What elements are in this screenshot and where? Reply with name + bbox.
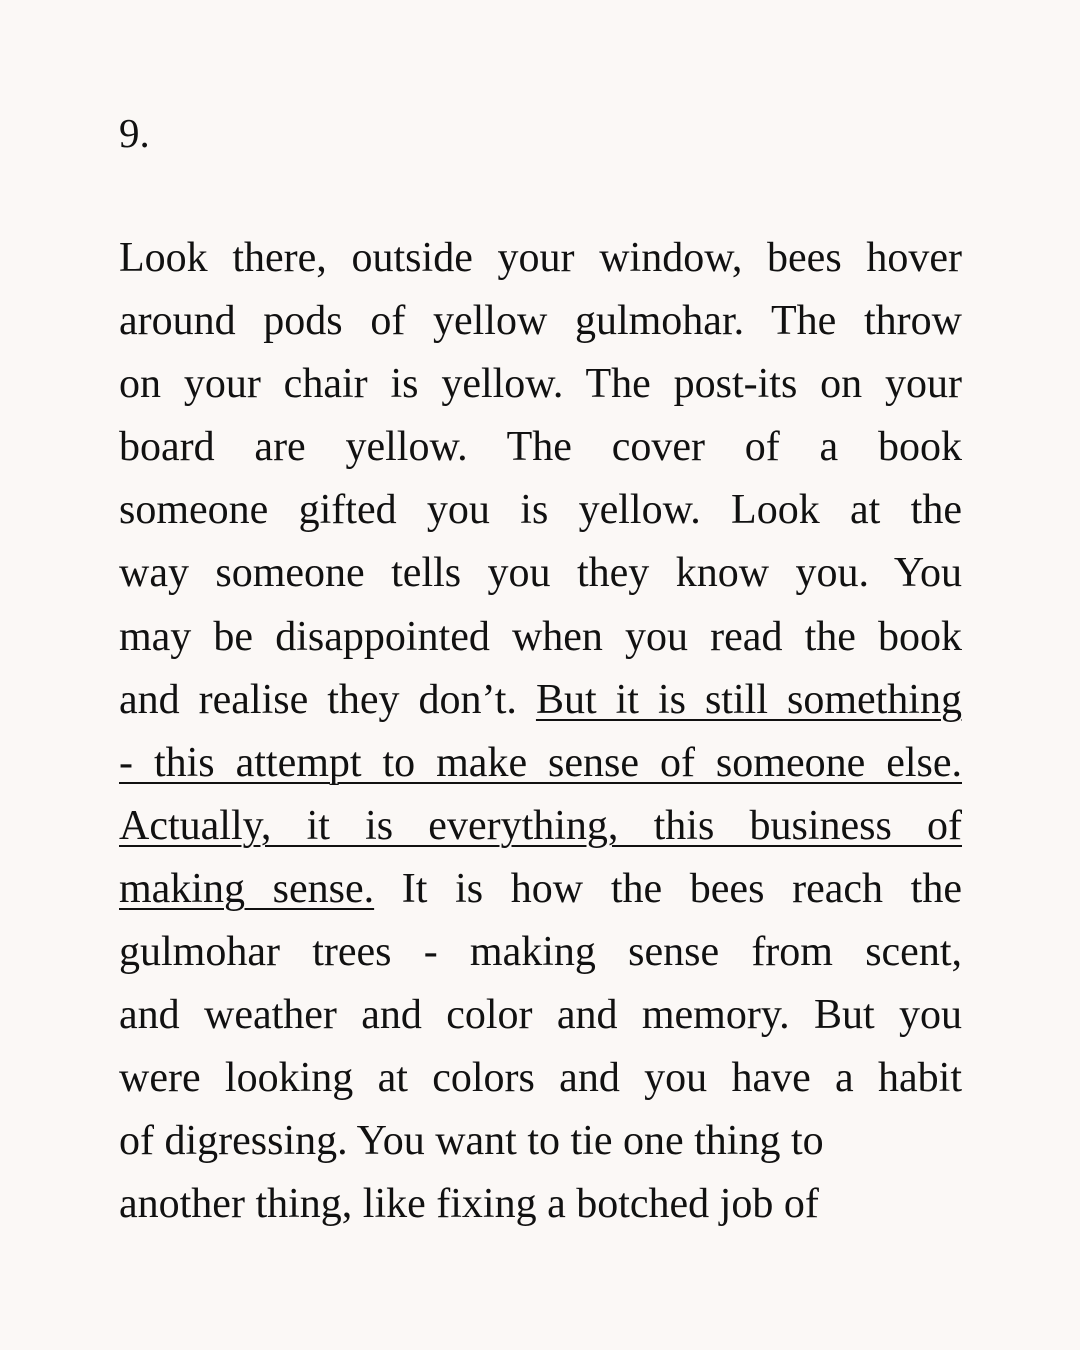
line-text: around pods of yellow gulmohar. The throw — [119, 298, 962, 345]
text-line — [119, 1110, 962, 1173]
text-line — [119, 1047, 962, 1110]
text-line — [119, 921, 962, 984]
text-line — [119, 1173, 962, 1236]
highlighted-passage: making sense. — [119, 865, 375, 912]
text-line — [119, 542, 962, 605]
text-line — [119, 984, 962, 1047]
highlighted-passage: But it is still something — [535, 676, 962, 723]
line-text: and weather and color and memory. But you — [119, 992, 962, 1039]
line-text: Look there, outside your window, bees hover — [119, 235, 962, 281]
page — [119, 0, 962, 1350]
text-line — [119, 290, 962, 353]
text-line — [119, 353, 962, 416]
text-line — [119, 479, 962, 542]
line-text: may be disappointed when you read the book — [119, 613, 962, 660]
line-text: board are yellow. The cover of a book — [119, 424, 962, 471]
text-line — [119, 669, 962, 732]
line-text: gulmohar trees - making sense from scent, — [119, 929, 962, 976]
text-line — [119, 858, 962, 921]
line-text: another thing, like fixing a botched job of — [119, 1181, 819, 1228]
text-line — [119, 227, 962, 290]
line-text: way someone tells you they know you. You — [119, 550, 962, 597]
text-line — [119, 795, 962, 858]
line-text: on your chair is yellow. The post-its on your — [119, 361, 962, 408]
line-text: someone gifted you is yellow. Look at the — [119, 487, 962, 534]
passage-text — [119, 227, 962, 1237]
text-line — [119, 606, 962, 669]
line-text: were looking at colors and you have a habit — [119, 1055, 962, 1102]
line-text: It is how the bees reach the — [374, 865, 962, 912]
text-line — [119, 416, 962, 479]
line-text: and realise they don’t. — [119, 676, 536, 723]
highlighted-passage: - this attempt to make sense of someone else. — [119, 739, 962, 786]
page-number: 9. — [119, 110, 150, 156]
text-line — [119, 732, 962, 795]
line-text: of digressing. You want to tie one thing to — [119, 1118, 824, 1165]
highlighted-passage: Actually, it is everything, this business of — [119, 802, 962, 849]
